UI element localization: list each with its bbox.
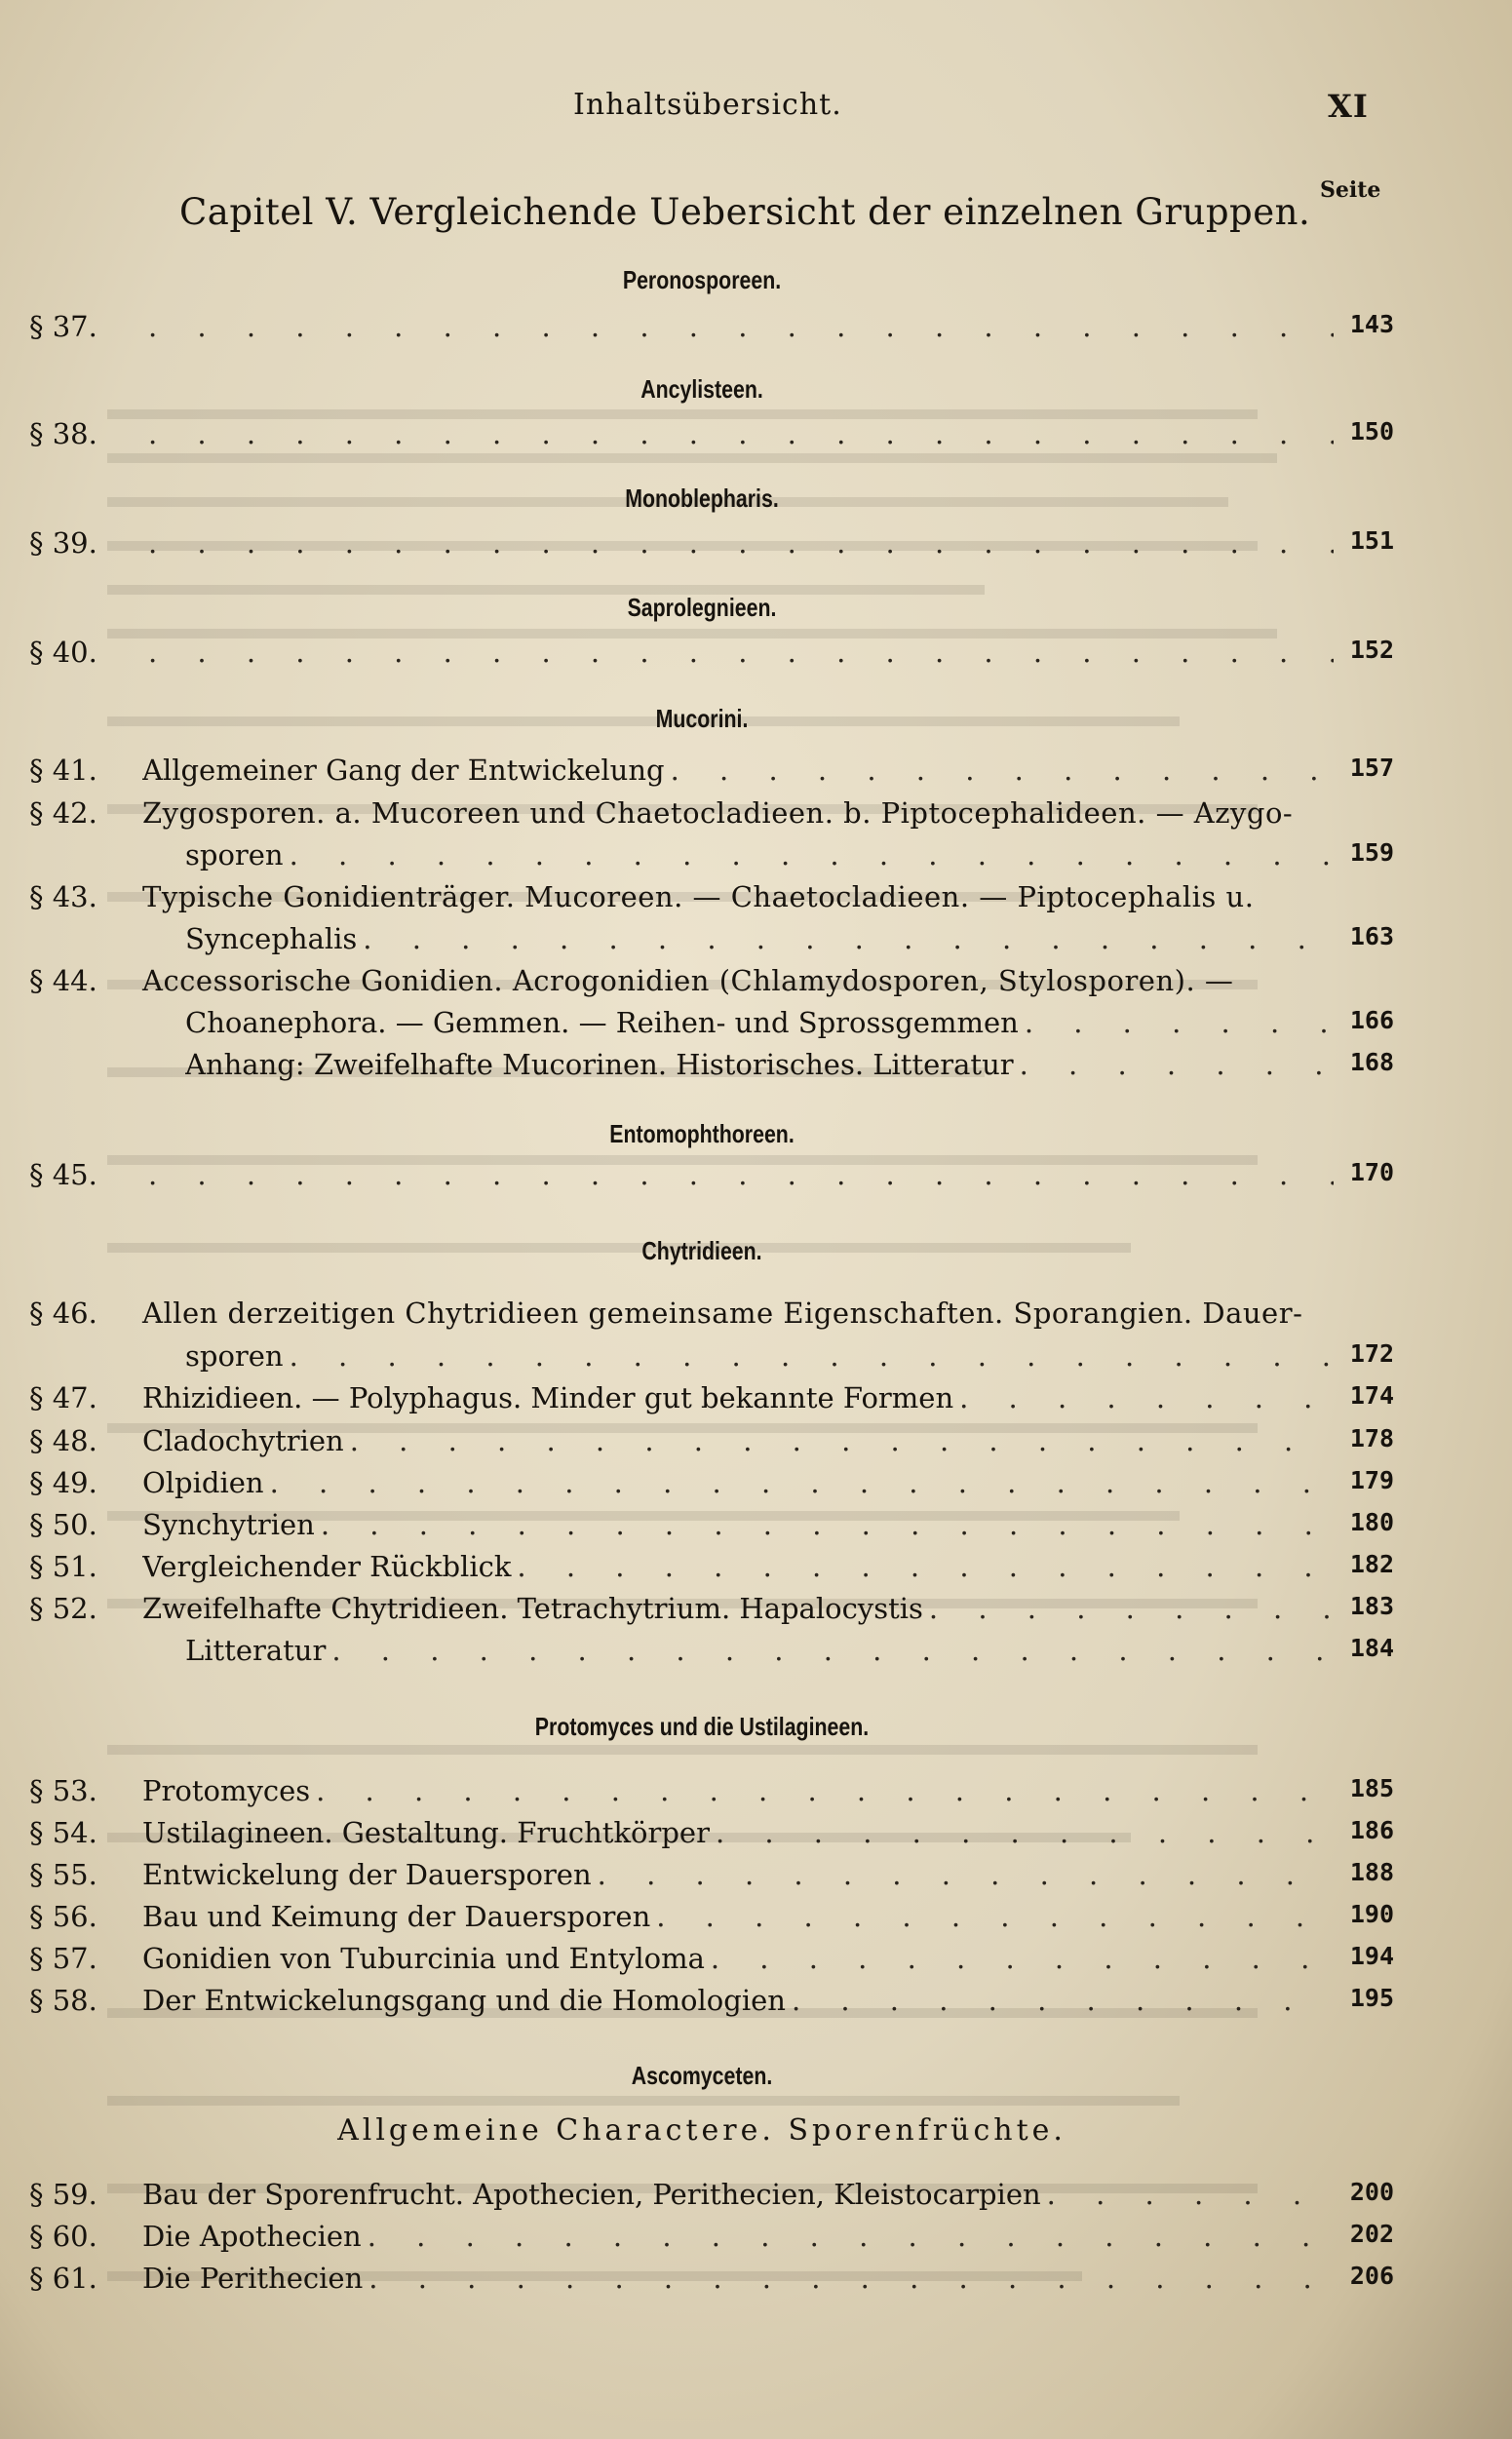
toc-entry-58[interactable] (29, 1984, 1394, 2025)
entry-text: Bau und Keimung der Dauersporen (142, 1900, 651, 1933)
page-ref: 143 (1349, 310, 1394, 338)
entry-text: Bau der Sporenfrucht. Apothecien, Perithecien, Kleistocarpien (142, 2178, 1041, 2211)
page-ref: 163 (1349, 922, 1394, 950)
dot-leader (290, 838, 1334, 871)
dot-leader (363, 922, 1334, 955)
entry-text: Zweifelhafte Chytridieen. Tetrachytrium. Hapalocystis (142, 1592, 923, 1625)
entry-text: Zygosporen. a. Mucoreen und Chaetocladieen. b. Piptocephalideen. — Azygo- (142, 796, 1294, 830)
seite-column-label: Seite (1320, 177, 1381, 203)
page-ref: 157 (1349, 754, 1394, 782)
toc-entry-44-line1[interactable] (29, 964, 1394, 1005)
page-ref: 170 (1349, 1158, 1394, 1186)
entry-text: Die Apothecien (142, 2220, 362, 2253)
dot-leader (148, 1158, 1334, 1191)
toc-entry-37[interactable] (29, 310, 1394, 351)
toc-entry-48[interactable] (29, 1424, 1394, 1465)
page-ref: 183 (1349, 1592, 1394, 1620)
page-ref: 206 (1349, 2262, 1394, 2290)
section-heading-chytridieen: Chytridieen. (641, 1236, 762, 1265)
entry-text: Protomyces (142, 1774, 311, 1807)
section-number: § 44. (29, 964, 97, 997)
toc-entry-39[interactable] (29, 526, 1394, 567)
toc-entry-59[interactable] (29, 2178, 1394, 2219)
entry-text: Allgemeiner Gang der Entwickelung (142, 754, 665, 787)
section-heading-ascomyceten: Ascomyceten. (631, 2061, 773, 2090)
dot-leader (290, 1339, 1334, 1373)
toc-entry-50[interactable] (29, 1508, 1394, 1549)
dot-leader (148, 526, 1334, 560)
toc-entry-61[interactable] (29, 2262, 1394, 2303)
section-number: § 38. (29, 417, 97, 450)
entry-text: Synchytrien (142, 1508, 315, 1541)
page-ref: 152 (1349, 636, 1394, 664)
dot-leader (350, 1424, 1334, 1457)
dot-leader (716, 1816, 1334, 1849)
entry-text: Accessorische Gonidien. Acrogonidien (Chlamydosporen, Stylosporen). — (142, 964, 1234, 997)
section-subheading-ascomyceten: Allgemeine Charactere. Sporenfrüchte. (337, 2113, 1066, 2148)
section-number: § 39. (29, 526, 97, 560)
entry-text: Syncephalis (185, 922, 358, 955)
running-head-title: Inhaltsübersicht. (573, 88, 842, 122)
page-ref: 190 (1349, 1900, 1394, 1928)
toc-entry-52-litteratur[interactable] (29, 1634, 1394, 1675)
toc-entry-44-anhang[interactable] (29, 1048, 1394, 1089)
toc-entry-52[interactable] (29, 1592, 1394, 1633)
dot-leader (671, 754, 1334, 787)
entry-text: Cladochytrien (142, 1424, 344, 1457)
toc-entry-42-line1[interactable] (29, 796, 1394, 837)
entry-text: Gonidien von Tuburcinia und Entyloma (142, 1942, 705, 1975)
entry-text: Allen derzeitigen Chytridieen gemeinsame Eigenschaften. Sporangien. Dauer- (142, 1297, 1303, 1330)
section-number: § 41. (29, 754, 97, 787)
toc-entry-43-line1[interactable] (29, 880, 1394, 921)
toc-entry-44-line2[interactable] (29, 1006, 1394, 1047)
entry-text: Choanephora. — Gemmen. — Reihen- und Sprossgemmen (185, 1006, 1019, 1039)
entry-text: Der Entwickelungsgang und die Homologien (142, 1984, 786, 2017)
section-number: § 55. (29, 1858, 97, 1891)
dot-leader (959, 1381, 1334, 1414)
toc-entry-47[interactable] (29, 1381, 1394, 1422)
section-heading-protomyces: Protomyces und die Ustilagineen. (534, 1712, 870, 1741)
section-number: § 49. (29, 1466, 97, 1499)
entry-text: Vergleichender Rückblick (142, 1550, 512, 1583)
section-number: § 37. (29, 310, 97, 343)
toc-entry-55[interactable] (29, 1858, 1394, 1899)
page-ref: 174 (1349, 1381, 1394, 1410)
section-number: § 51. (29, 1550, 97, 1583)
toc-entry-38[interactable] (29, 417, 1394, 458)
section-number: § 45. (29, 1158, 97, 1191)
section-number: § 52. (29, 1592, 97, 1625)
chapter-title: Capitel V. Vergleichende Uebersicht der einzelnen Gruppen. (179, 191, 1311, 233)
section-number: § 54. (29, 1816, 97, 1849)
toc-entry-46-line2[interactable] (29, 1339, 1394, 1380)
page-ref: 185 (1349, 1774, 1394, 1802)
toc-entry-57[interactable] (29, 1942, 1394, 1983)
toc-entry-42-line2[interactable] (29, 838, 1394, 879)
section-number: § 56. (29, 1900, 97, 1933)
page-ref: 178 (1349, 1424, 1394, 1452)
toc-entry-46-line1[interactable] (29, 1297, 1394, 1337)
toc-entry-54[interactable] (29, 1816, 1394, 1857)
toc-entry-56[interactable] (29, 1900, 1394, 1941)
page-ref: 151 (1349, 526, 1394, 555)
entry-text: Rhizidieen. — Polyphagus. Minder gut bekannte Formen (142, 1381, 954, 1414)
dot-leader (270, 1466, 1334, 1499)
section-number: § 50. (29, 1508, 97, 1541)
section-number: § 61. (29, 2262, 97, 2295)
page-ref: 188 (1349, 1858, 1394, 1886)
dot-leader (148, 417, 1334, 450)
page-ref: 150 (1349, 417, 1394, 445)
dot-leader (321, 1508, 1334, 1541)
dot-leader (368, 2220, 1334, 2253)
dot-leader (148, 636, 1334, 669)
page-ref: 186 (1349, 1816, 1394, 1844)
entry-text: sporen (185, 1339, 284, 1373)
toc-entry-51[interactable] (29, 1550, 1394, 1591)
dot-leader (1025, 1006, 1334, 1039)
toc-entry-41[interactable] (29, 754, 1394, 794)
section-number: § 59. (29, 2178, 97, 2211)
page-ref: 172 (1349, 1339, 1394, 1368)
section-number: § 43. (29, 880, 97, 913)
page-number: XI (1328, 88, 1369, 125)
entry-text: Typische Gonidienträger. Mucoreen. — Chaetocladieen. — Piptocephalis u. (142, 880, 1255, 913)
dot-leader (656, 1900, 1334, 1933)
section-number: § 46. (29, 1297, 97, 1330)
entry-text: Ustilagineen. Gestaltung. Fruchtkörper (142, 1816, 710, 1849)
section-number: § 42. (29, 796, 97, 830)
toc-entry-60[interactable] (29, 2220, 1394, 2261)
section-heading-peronosporeen: Peronosporeen. (622, 265, 782, 294)
dot-leader (368, 2262, 1334, 2295)
section-number: § 58. (29, 1984, 97, 2017)
toc-entry-40[interactable] (29, 636, 1394, 677)
dot-leader (598, 1858, 1334, 1891)
entry-text: Entwickelung der Dauersporen (142, 1858, 592, 1891)
section-heading-saprolegnieen: Saprolegnieen. (627, 593, 777, 622)
section-heading-ancylisteen: Ancylisteen. (640, 374, 763, 404)
toc-entry-53[interactable] (29, 1774, 1394, 1815)
section-number: § 60. (29, 2220, 97, 2253)
dot-leader (792, 1984, 1334, 2017)
dot-leader (331, 1634, 1334, 1667)
page-ref: 195 (1349, 1984, 1394, 2012)
page-ref: 202 (1349, 2220, 1394, 2248)
dot-leader (929, 1592, 1334, 1625)
dot-leader (517, 1550, 1334, 1583)
section-heading-mucorini: Mucorini. (655, 704, 749, 733)
section-number: § 40. (29, 636, 97, 669)
page-ref: 200 (1349, 2178, 1394, 2206)
section-number: § 53. (29, 1774, 97, 1807)
page-ref: 194 (1349, 1942, 1394, 1970)
page-ref: 180 (1349, 1508, 1394, 1536)
toc-entry-45[interactable] (29, 1158, 1394, 1199)
entry-text: Litteratur (185, 1634, 327, 1667)
entry-text: Olpidien (142, 1466, 264, 1499)
toc-entry-43-line2[interactable] (29, 922, 1394, 963)
section-number: § 57. (29, 1942, 97, 1975)
page-ref: 182 (1349, 1550, 1394, 1578)
dot-leader (316, 1774, 1334, 1807)
dot-leader (148, 310, 1334, 343)
toc-entry-49[interactable] (29, 1466, 1394, 1507)
section-number: § 47. (29, 1381, 97, 1414)
entry-text: Anhang: Zweifelhafte Mucorinen. Historisches. Litteratur (185, 1048, 1014, 1081)
section-heading-monoblepharis: Monoblepharis. (625, 484, 779, 513)
page-ref: 179 (1349, 1466, 1394, 1494)
dot-leader (1047, 2178, 1334, 2211)
entry-text: Die Perithecien (142, 2262, 364, 2295)
entry-text: sporen (185, 838, 284, 871)
dot-leader (1020, 1048, 1334, 1081)
page-ref: 166 (1349, 1006, 1394, 1034)
dot-leader (711, 1942, 1334, 1975)
section-number: § 48. (29, 1424, 97, 1457)
section-heading-entomophthoreen: Entomophthoreen. (609, 1119, 795, 1148)
page-ref: 168 (1349, 1048, 1394, 1076)
page-ref: 159 (1349, 838, 1394, 867)
page-ref: 184 (1349, 1634, 1394, 1662)
